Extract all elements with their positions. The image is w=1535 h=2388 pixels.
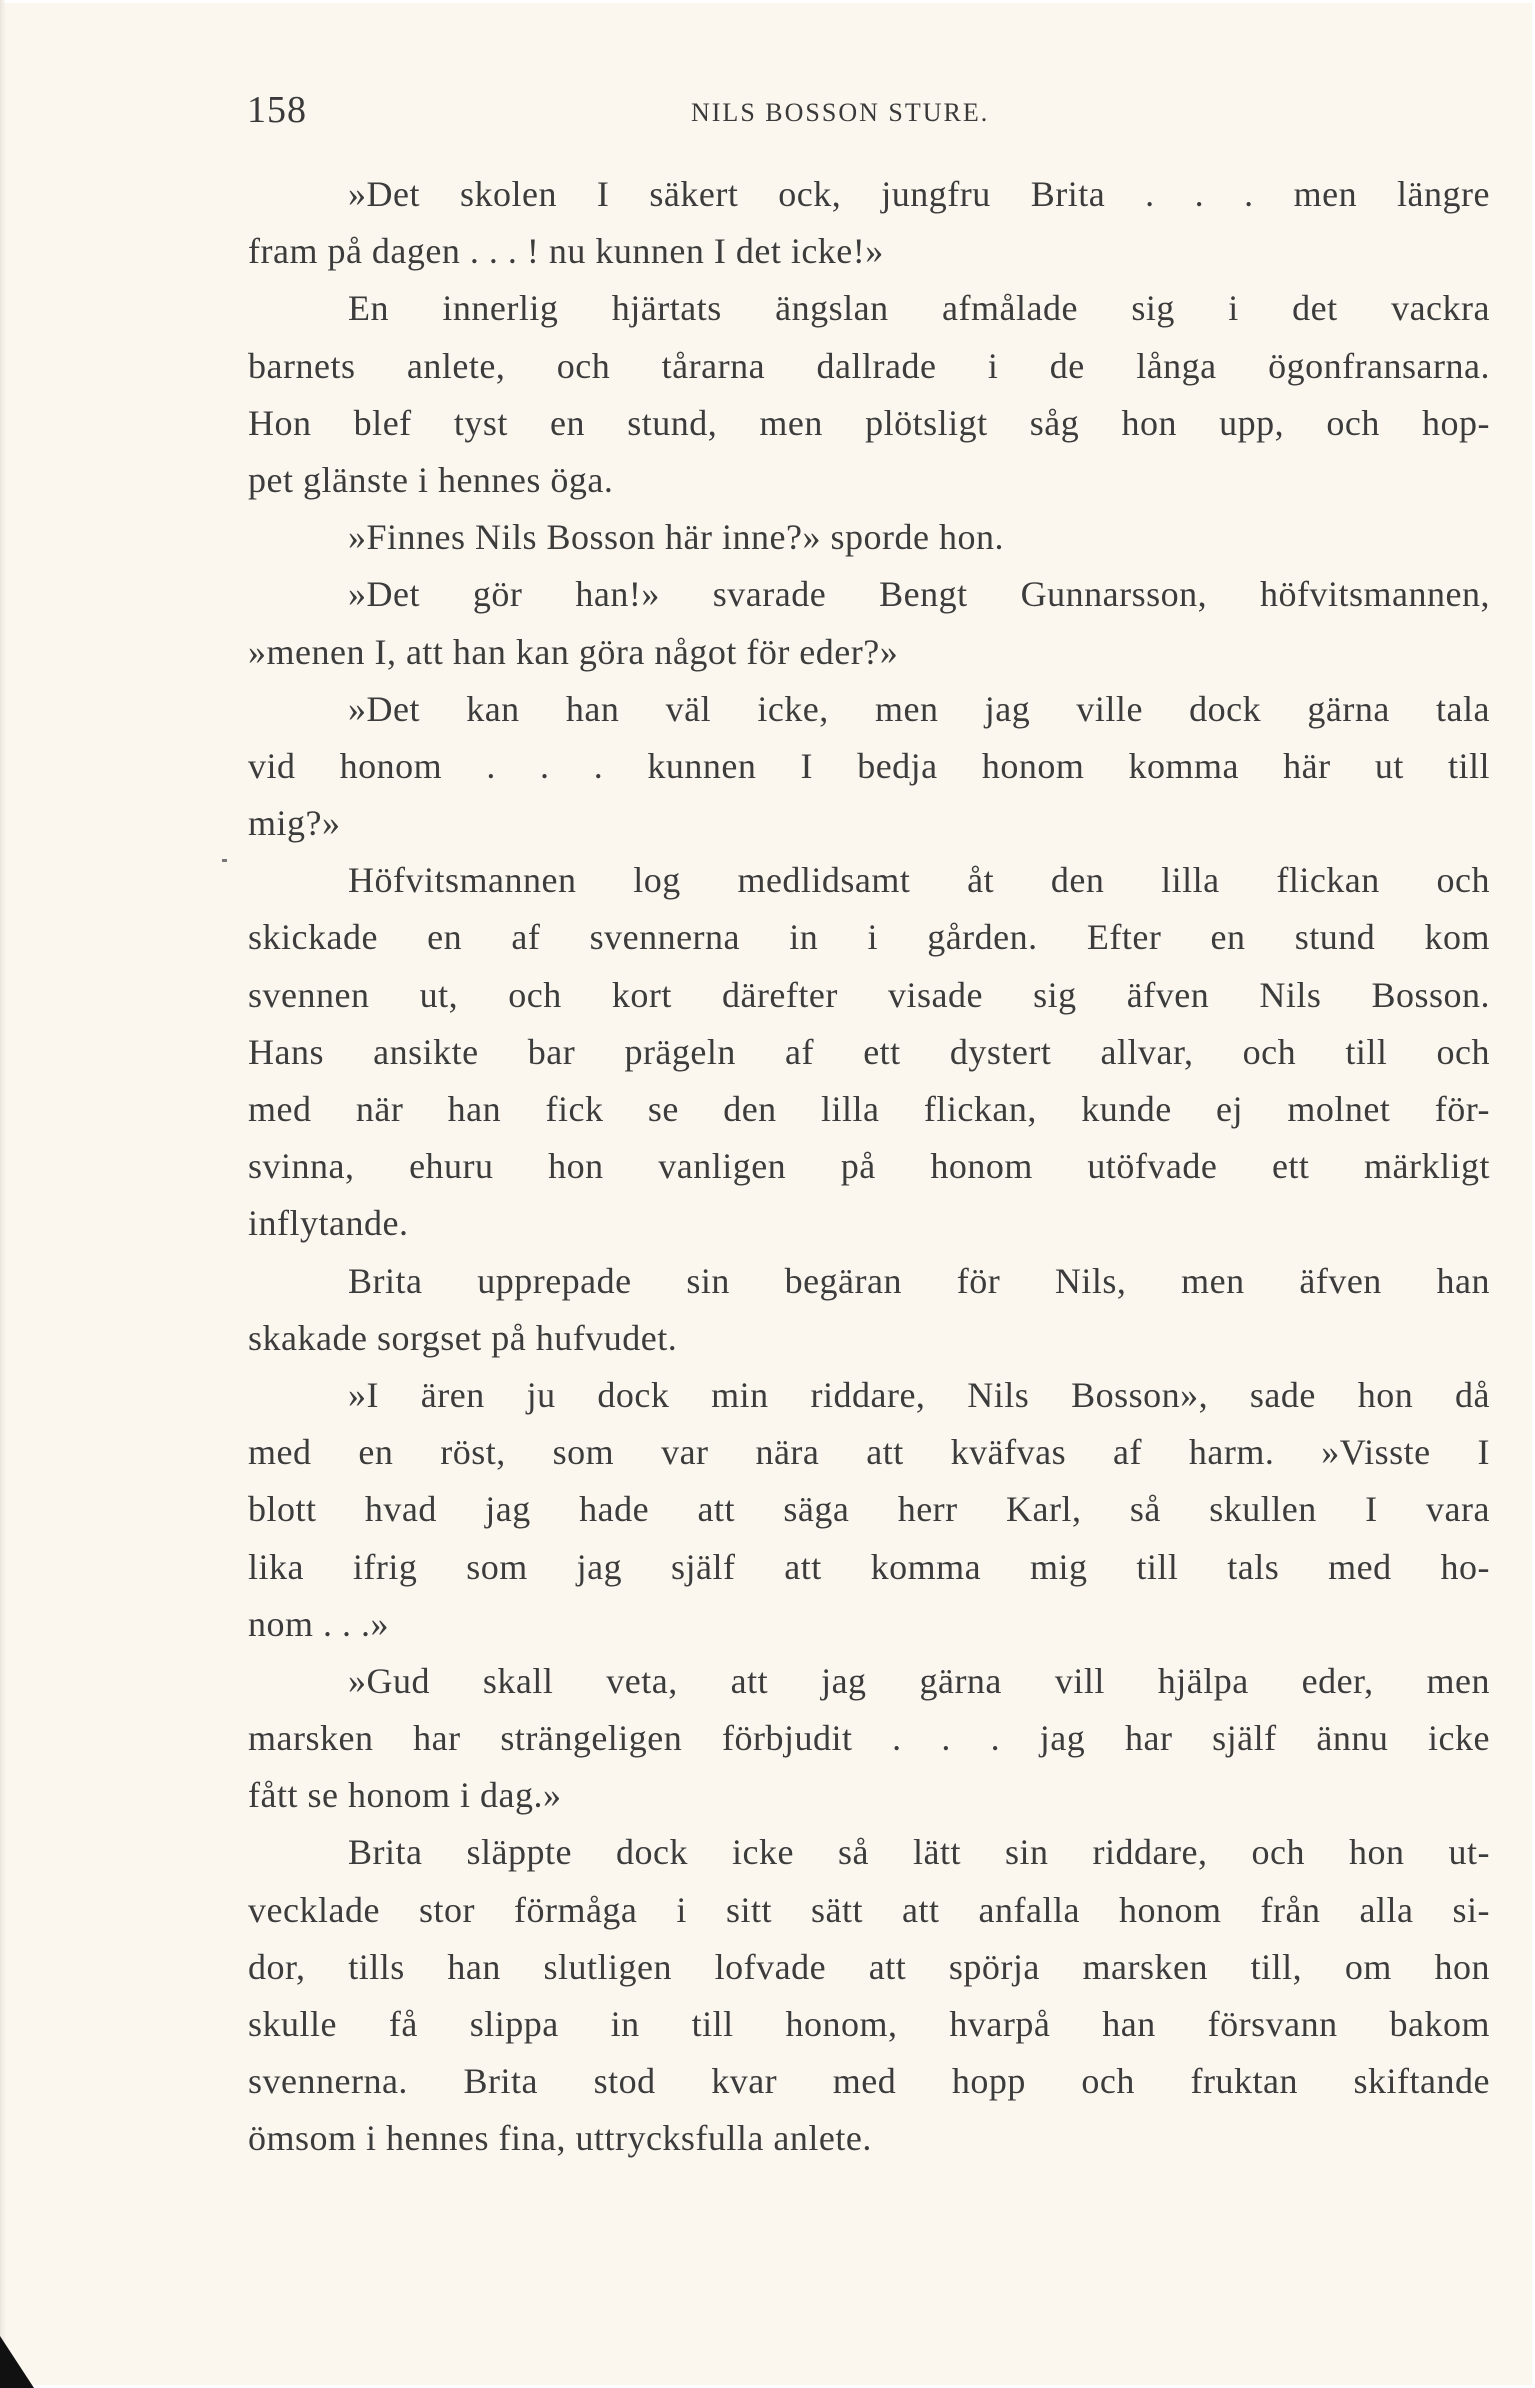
text-line: »Det gör han!» svarade Bengt Gunnarsson, höfvitsmannen, xyxy=(348,574,1490,615)
scan-edge xyxy=(0,0,6,2388)
text-line: skickade en af svennerna in i gården. Efter en stund kom xyxy=(248,917,1490,958)
page-number: 158 xyxy=(247,89,307,131)
body-text xyxy=(248,166,1490,2168)
text-line: dor, tills han slutligen lofvade att spörja marsken till, om hon xyxy=(248,1946,1490,1987)
text-line: Brita upprepade sin begäran för Nils, men äfven han xyxy=(348,1260,1490,1301)
text-line: Hon blef tyst en stund, men plötsligt såg hon upp, och hop- xyxy=(248,402,1490,443)
text-line: »menen I, att han kan göra något för eder?» xyxy=(248,631,899,672)
text-line: lika ifrig som jag själf att komma mig till tals med ho- xyxy=(248,1546,1490,1587)
running-title: NILS BOSSON STURE. xyxy=(691,98,990,127)
text-line: med en röst, som var nära att kväfvas af harm. »Visste I xyxy=(248,1432,1490,1473)
text-line: mig?» xyxy=(248,803,341,844)
text-line: vid honom . . . kunnen I bedja honom komma här ut till xyxy=(248,745,1490,786)
text-line: inflytande. xyxy=(248,1203,409,1244)
text-line: Brita släppte dock icke så lätt sin riddare, och hon ut- xyxy=(348,1832,1490,1873)
text-line: svennen ut, och kort därefter visade sig äfven Nils Bosson. xyxy=(248,974,1490,1015)
page-header xyxy=(247,88,1487,140)
text-line: skulle få slippa in till honom, hvarpå han försvann bakom xyxy=(248,2004,1490,2044)
text-line: vecklade stor förmåga i sitt sätt att anfalla honom från alla si- xyxy=(248,1889,1490,1930)
text-line: Höfvitsmannen log medlidsamt åt den lilla flickan och xyxy=(348,860,1490,901)
text-line: fått se honom i dag.» xyxy=(248,1775,562,1816)
text-line: »Gud skall veta, att jag gärna vill hjälpa eder, men xyxy=(348,1660,1490,1701)
text-line: fram på dagen . . . ! nu kunnen I det icke!» xyxy=(248,231,884,272)
text-line: barnets anlete, och tårarna dallrade i de långa ögonfransarna. xyxy=(248,345,1490,386)
text-line: svennerna. Brita stod kvar med hopp och fruktan skiftande xyxy=(248,2061,1490,2102)
stray-mark xyxy=(222,859,227,862)
text-line: svinna, ehuru hon vanligen på honom utöfvade ett märkligt xyxy=(248,1146,1490,1187)
text-line: »Det kan han väl icke, men jag ville dock gärna tala xyxy=(348,688,1490,729)
text-line: ömsom i hennes fina, uttrycksfulla anlete. xyxy=(248,2118,872,2159)
text-line: marsken har strängeligen förbjudit . . . jag har själf ännu icke xyxy=(248,1718,1490,1759)
text-line: blott hvad jag hade att säga herr Karl, så skullen I vara xyxy=(248,1489,1490,1530)
text-line: skakade sorgset på hufvudet. xyxy=(248,1317,678,1358)
text-line: En innerlig hjärtats ängslan afmålade sig i det vackra xyxy=(348,288,1490,329)
text-line: nom . . .» xyxy=(248,1603,390,1644)
text-line: »I ären ju dock min riddare, Nils Bosson», sade hon då xyxy=(348,1374,1490,1415)
text-line: pet glänste i hennes öga. xyxy=(248,459,614,500)
text-line: med när han fick se den lilla flickan, kunde ej molnet för- xyxy=(248,1089,1490,1129)
text-line: Hans ansikte bar prägeln af ett dystert allvar, och till och xyxy=(248,1031,1490,1072)
corner-mark xyxy=(0,2336,34,2388)
text-line: »Det skolen I säkert ock, jungfru Brita . . . men längre xyxy=(348,174,1490,214)
text-line: »Finnes Nils Bosson här inne?» sporde hon. xyxy=(348,517,1004,558)
